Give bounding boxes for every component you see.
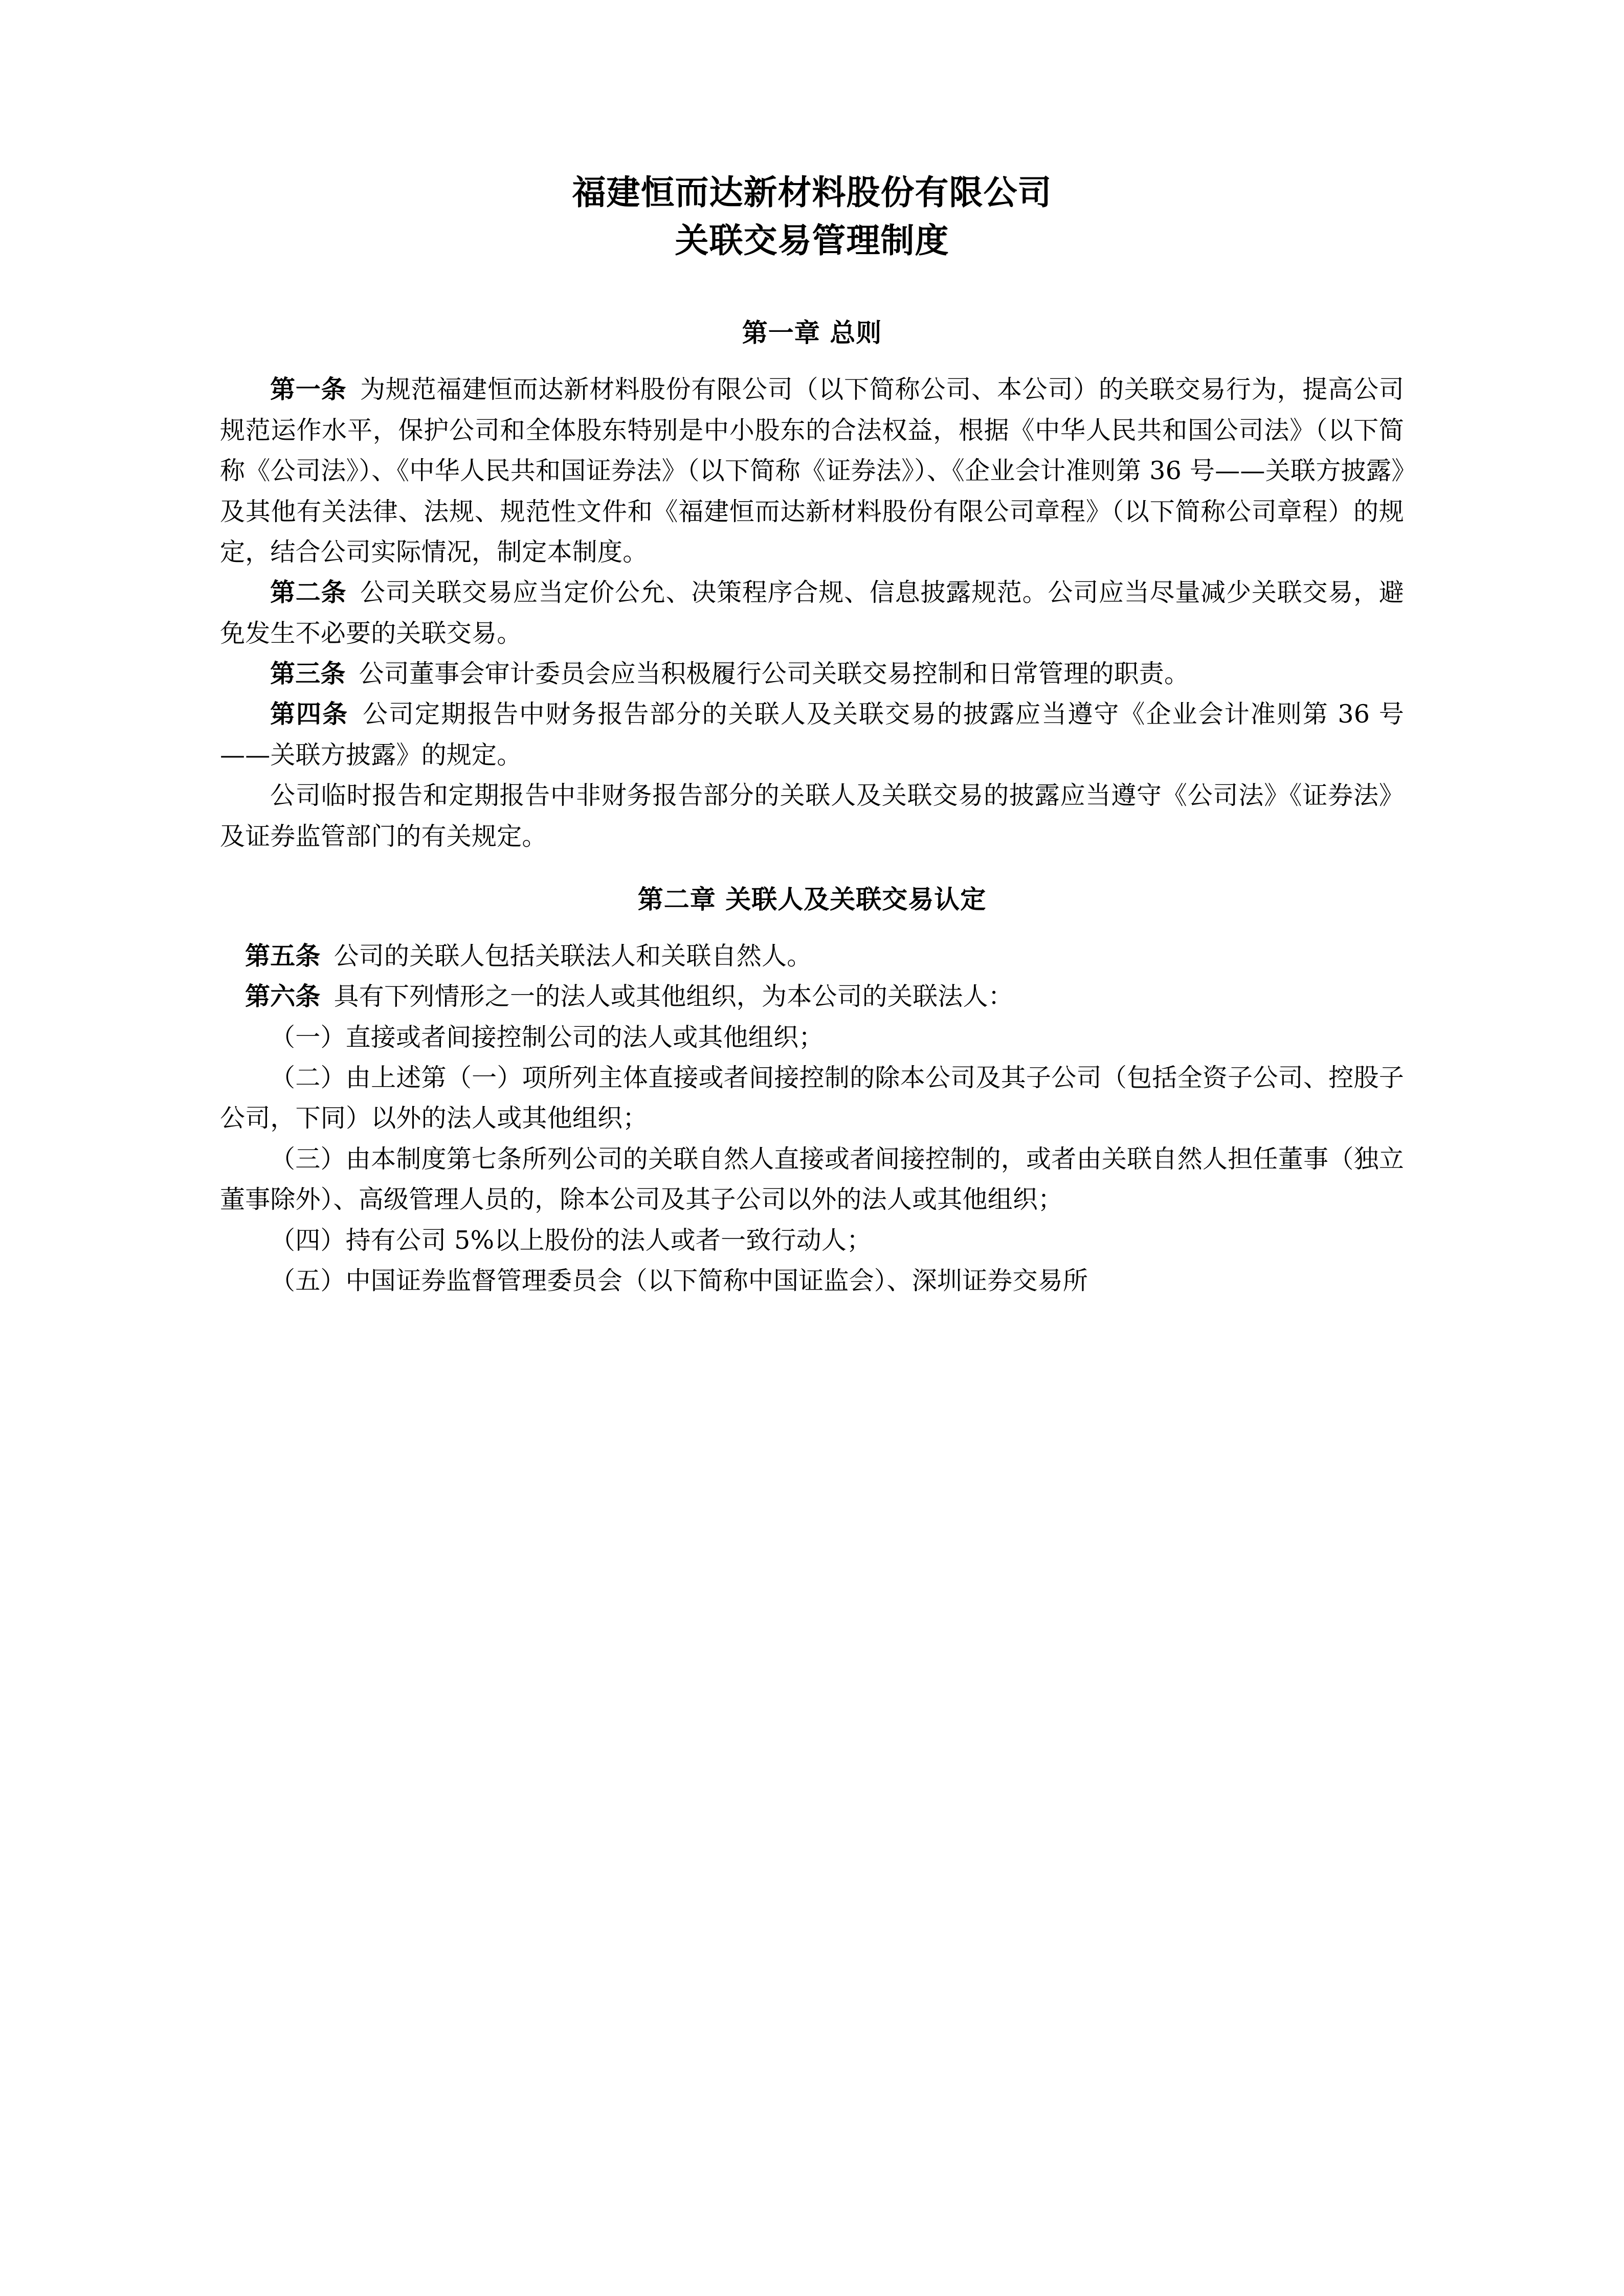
chapter-1-spacer (220, 352, 1404, 369)
article-6-item-4: （四）持有公司 5%以上股份的法人或者一致行动人； (270, 1225, 872, 1255)
article-6-label: 第六条 (245, 981, 321, 1011)
chapter-heading-2: 第二章 关联人及关联交易认定 (637, 884, 987, 914)
chapter-2-spacer (220, 918, 1404, 936)
article-1-label: 第一条 (270, 374, 347, 404)
chapter-heading-1: 第一章 总则 (742, 318, 882, 348)
chapter-2-top-spacer (220, 857, 1404, 880)
article-1-text: 为规范福建恒而达新材料股份有限公司（以下简称公司、本公司）的关联交易行为，提高公司规范运作水平，保护公司和全体股东特别是中小股东的合法权益，根据《中华人民共和国公司法》（以下简称《公司法》）、《中华人民共和国证券法》（以下简称《证券法》）、《企业会计准则第 36 号——关联方披露》及其他有关法律、法规、规范性文件和《福建恒而达新材料股份有限公司章程》（以下简称公司章程）的规定，结合公司实际情况，制定本制度。 (220, 375, 1404, 567)
article-2-text: 公司关联交易应当定价公允、决策程序合规、信息披露规范。公司应当尽量减少关联交易，避免发生不必要的关联交易。 (220, 578, 1404, 648)
title-spacer (220, 264, 1404, 313)
article-6-item-2: （二）由上述第（一）项所列主体直接或者间接控制的除本公司及其子公司（包括全资子公司、控股子公司，下同）以外的法人或其他组织； (220, 1063, 1404, 1133)
article-3-text: 公司董事会审计委员会应当积极履行公司关联交易控制和日常管理的职责。 (359, 659, 1190, 689)
article-2-paragraph (220, 572, 1404, 654)
article-4-paragraph (220, 694, 1404, 775)
article-2-label: 第二条 (270, 577, 347, 607)
article-3-label: 第三条 (270, 659, 346, 689)
page-title (220, 169, 1404, 264)
article-1-paragraph (220, 369, 1404, 572)
article-3-paragraph (220, 654, 1404, 694)
page-title-line-1: 福建恒而达新材料股份有限公司 (572, 172, 1052, 212)
article-6-text: 具有下列情形之一的法人或其他组织，为本公司的关联法人： (333, 982, 1014, 1011)
article-5-text: 公司的关联人包括关联法人和关联自然人。 (333, 941, 812, 971)
article-4-extra-paragraph: 公司临时报告和定期报告中非财务报告部分的关联人及关联交易的披露应当遵守《公司法》《证券法》及证券监管部门的有关规定。 (220, 781, 1404, 851)
article-6-item-3: （三）由本制度第七条所列公司的关联自然人直接或者间接控制的，或者由关联自然人担任董事（独立董事除外）、高级管理人员的，除本公司及其子公司以外的法人或其他组织； (220, 1144, 1404, 1214)
article-4-label: 第四条 (270, 699, 349, 729)
page-title-line-2: 关联交易管理制度 (675, 220, 949, 260)
article-5-label: 第五条 (245, 940, 321, 971)
article-5-paragraph (220, 936, 1404, 976)
article-6-item-5: （五）中国证券监督管理委员会（以下简称中国证监会）、深圳证券交易所 (270, 1266, 1088, 1295)
article-4-text: 公司定期报告中财务报告部分的关联人及关联交易的披露应当遵守《企业会计准则第 36 号——关联方披露》的规定。 (220, 700, 1404, 770)
article-6-item-1: （一）直接或者间接控制公司的法人或其他组织； (270, 1022, 824, 1052)
article-6-paragraph (220, 976, 1404, 1017)
